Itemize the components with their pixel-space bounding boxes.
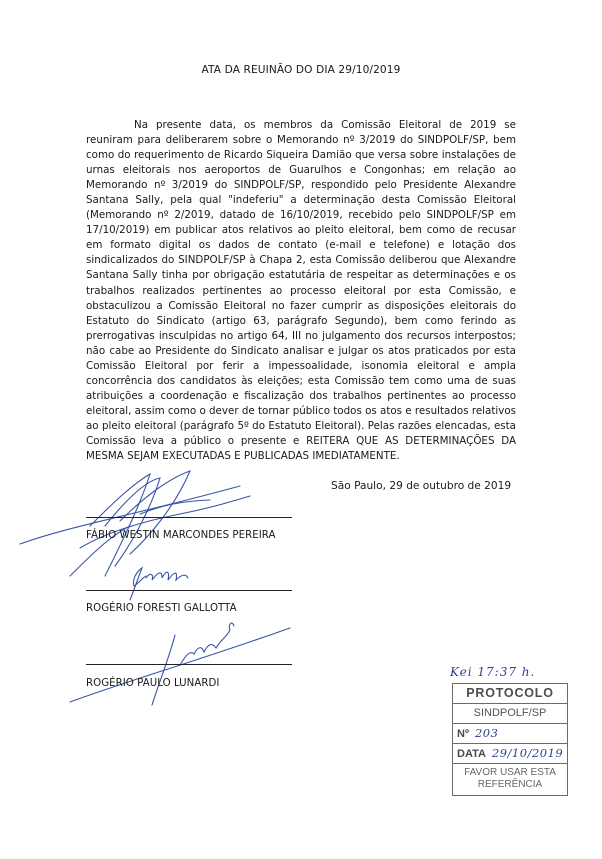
stamp-handwritten-note: Kei 17:37 h. (450, 665, 536, 679)
signature-line (86, 517, 292, 518)
stamp-organization: SINDPOLF/SP (453, 704, 567, 724)
stamp-number-row (453, 724, 567, 744)
signature-lunardi (60, 610, 300, 710)
stamp-date-label: DATA (457, 748, 486, 760)
signatory-name: ROGÉRIO FORESTI GALLOTTA (86, 603, 237, 614)
document-body (86, 118, 516, 464)
stamp-footer-line2: REFERÊNCIA (477, 779, 543, 790)
signature-line (86, 664, 292, 665)
stamp-footer (453, 764, 567, 795)
stamp-date-row (453, 744, 567, 764)
signatory-name: FÁBIO WESTIN MARCONDES PEREIRA (86, 530, 276, 541)
signatory-name: ROGÉRIO PAULO LUNARDI (86, 678, 220, 689)
place-date: São Paulo, 29 de outubro de 2019 (331, 480, 512, 492)
stamp-number-label: Nº (457, 728, 469, 740)
signature-line (86, 590, 292, 591)
protocol-stamp (452, 683, 568, 796)
stamp-date-value: 29/10/2019 (491, 746, 564, 760)
stamp-footer-line1: FAVOR USAR ESTA (464, 767, 556, 778)
stamp-header: PROTOCOLO (453, 684, 567, 704)
body-paragraph: Na presente data, os membros da Comissão Eleitoral de 2019 se reuniram para deliberarem sobre o Memorando nº 3/2019 do SINDPOLF/SP, bem como do requerimento de Ricardo Siqueira Damião que versa sobre instalações de urnas eleitorais nos aeroportos de Guarulhos e Congonhas; em relação ao Memorando nº 3/2019 do SINDPOLF/SP, respondido pelo Presidente Alexandre Santana Sally, pela qual "indeferiu" a determinação desta Comissão Eleitoral (Memorando nº 2/2019, datado de 16/10/2019, recebido pelo SINDPOLF/SP em 17/10/2019) em publicar atos relativos ao pleito eleitoral, bem como de recusar em formato digital os dados de contato (e-mail e telefone) e lotação dos sindicalizados do SINDPOLF/SP à Chapa 2, esta Comissão deliberou que Alexandre Santana Sally tinha por obrigação estatutária de respeitar as determinações e os trabalhos realizados pertinentes ao processo eleitoral por esta Comissão, e obstaculizou a Comissão Eleitoral no fazer cumprir as disposições eleitorais do Estatuto do Sindicato (artigo 63, parágrafo Segundo), bem como ferindo as prerrogativas insculpidas no artigo 64, III no julgamento dos recursos interpostos; não cabe ao Presidente do Sindicato analisar e julgar os atos praticados por esta Comissão Eleitoral por ferir a impessoalidade, isonomia eleitoral e ampla concorrência dos candidatos às eleições; esta Comissão tem como uma de suas atribuições a coordenação e fiscalização dos trabalhos pertinentes ao processo eleitoral, assim como o dever de tornar público todos os atos e resultados relativos ao pleito eleitoral (parágrafo 5º do Estatuto Eleitoral). Pelas razões elencadas, esta Comissão leva a público o presente e REITERA QUE AS DETERMINAÇÕES DA MESMA SEJAM EXECUTADAS E PUBLICADAS IMEDIATAMENTE. (86, 119, 516, 463)
document-title: ATA DA REUINÃO DO DIA 29/10/2019 (201, 64, 401, 76)
stamp-number-value: 203 (474, 726, 499, 740)
